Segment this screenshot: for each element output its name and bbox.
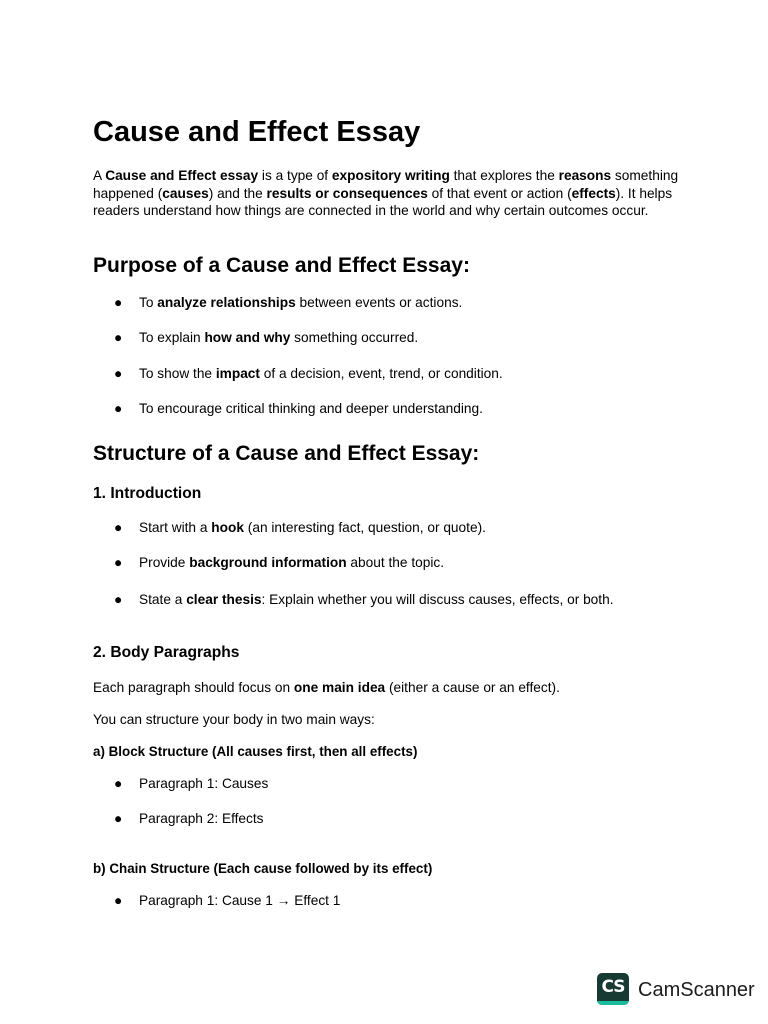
list-item-text: To explain how and why something occurred. (139, 330, 419, 345)
bullet-icon: ● (114, 295, 123, 310)
list-item-text: Provide background information about the topic. (139, 555, 445, 570)
bullet-icon: ● (114, 401, 123, 416)
logo-bar (597, 1001, 629, 1005)
list-item-text: To analyze relationships between events or actions. (139, 295, 463, 310)
bullet-icon: ● (114, 592, 123, 607)
bullet-icon: ● (114, 330, 123, 345)
list-item-text: State a clear thesis: Explain whether you will discuss causes, effects, or both. (139, 592, 614, 607)
body-ways-paragraph: You can structure your body in two main ways: (93, 712, 375, 727)
body-focus-paragraph: Each paragraph should focus on one main idea (either a cause or an effect). (93, 680, 560, 695)
camscanner-watermark-text: CamScanner (638, 979, 755, 1001)
list-item-text: To encourage critical thinking and deeper understanding. (139, 401, 483, 416)
intro-paragraph: A Cause and Effect essay is a type of expository writing that explores the reasons something happened (causes) and the results or consequences of that event or action (effects). It helps readers understand how things are connected in the world and why certain outcomes occur. (93, 168, 679, 219)
structure-heading: Structure of a Cause and Effect Essay: (93, 442, 480, 465)
bullet-icon: ● (114, 366, 123, 381)
bullet-icon: ● (114, 520, 123, 535)
list-item-text: Paragraph 1: Cause 1 → Effect 1 (139, 893, 341, 908)
list-item-text: Paragraph 2: Effects (139, 811, 264, 826)
logo-letters: CS (601, 977, 625, 997)
block-structure-heading: a) Block Structure (All causes first, then all effects) (93, 744, 418, 759)
chain-structure-heading: b) Chain Structure (Each cause followed by its effect) (93, 861, 433, 876)
bullet-icon: ● (114, 811, 123, 826)
document-title: Cause and Effect Essay (93, 116, 421, 148)
body-paragraphs-heading: 2. Body Paragraphs (93, 644, 240, 661)
bullet-icon: ● (114, 893, 123, 908)
bullet-icon: ● (114, 555, 123, 570)
list-item-text: To show the impact of a decision, event, trend, or condition. (139, 366, 503, 381)
camscanner-logo-icon (597, 973, 629, 1005)
list-item-text: Paragraph 1: Causes (139, 776, 269, 791)
bullet-icon: ● (114, 776, 123, 791)
introduction-heading: 1. Introduction (93, 485, 202, 502)
purpose-heading: Purpose of a Cause and Effect Essay: (93, 254, 470, 277)
list-item-text: Start with a hook (an interesting fact, question, or quote). (139, 520, 486, 535)
